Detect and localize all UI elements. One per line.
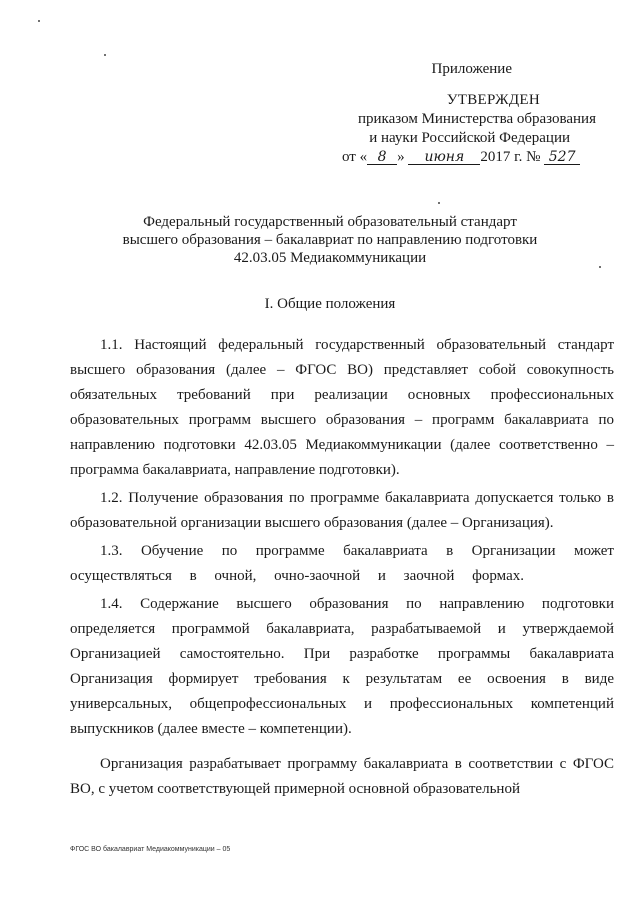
approval-block [330,60,610,167]
paragraph-1-3: 1.3. Обучение по программе бакалавриата в Организации может осуществляться в очной, очно-заочной и заочной формах. [70,543,614,584]
title-line-2: высшего образования – бакалавриат по направлению подготовки [122,232,538,248]
handwritten-month: июня [408,150,480,165]
section-heading: I. Общие положения [264,296,396,312]
scan-speck [38,20,40,22]
date-mid: » [397,149,405,165]
paragraph-1-1: 1.1. Настоящий федеральный государственный образовательный стандарт высшего образования (далее – ФГОС ВО) представляет собой совокупность обязательных требований при реализации основных профессиональных образовательных программ высшего образования – программ бакалавриата по направлению подготовки 42.03.05 Медиакоммуникации (далее соответственно – программа бакалавриата, направление подготовки). [70,337,614,478]
paragraph-1-4: 1.4. Содержание высшего образования по направлению подготовки определяется программой бакалавриата, разрабатываемой и утверждаемой Организацией самостоятельно. При разработке программы бакалавриата Организация формирует требования к результатам ее освоения в виде универсальных, общепрофессиональных и профессиональных компетенций выпускников (далее вместе – компетенции). [70,596,614,737]
handwritten-day: 8 [367,150,397,165]
page-footer: ФГОС ВО бакалавриат Медиакоммуникации – 05 [70,846,231,853]
year-text: 2017 г. № [480,149,541,165]
handwritten-order-number: 527 [544,150,580,165]
appendix-label: Приложение [431,61,512,77]
order-line-1: приказом Министерства образования [358,111,596,127]
document-title [60,213,600,267]
scan-speck [438,202,440,204]
approved-label: УТВЕРЖДЕН [446,92,540,108]
order-date-line [330,148,610,167]
document-body [70,333,614,802]
scan-speck [104,54,106,56]
paragraph-1-2: 1.2. Получение образования по программе бакалавриата допускается только в образовательной организации высшего образования (далее – Организация). [70,490,614,531]
date-prefix: от « [342,149,368,165]
order-line-2: и науки Российской Федерации [369,130,570,146]
paragraph-organization: Организация разрабатывает программу бакалавриата в соответствии с ФГОС ВО, с учетом соответствующей примерной основной образовательной [70,756,614,797]
title-line-1: Федеральный государственный образовательный стандарт [143,214,517,230]
title-line-3: 42.03.05 Медиакоммуникации [233,250,427,266]
